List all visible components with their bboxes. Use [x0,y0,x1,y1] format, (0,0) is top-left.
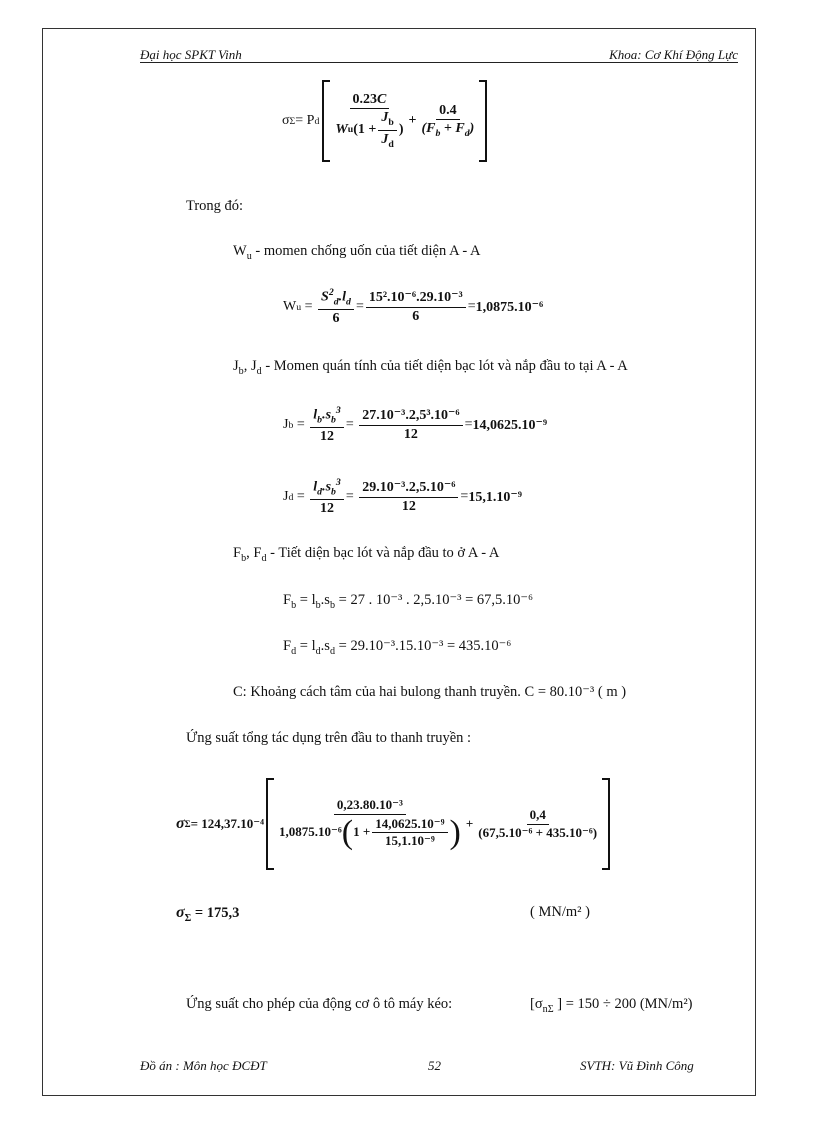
j-description: $J_b$, $J_d$ - Momen quán tính của tiết diện bạc lót và nắp đầu to tại A - A [233,358,628,377]
fd-equation: $F_d = l_d.s_d = 29.10^{-3}.15.10^{-3} = 435.10^{-6}$ [283,638,512,657]
header-left: Đại học SPKT Vinh [140,47,242,62]
fb-equation: $F_b = l_b.s_b = 27$ . 10⁻³ . 2,5.10⁻³ = 67,5.10⁻⁶ [283,592,534,611]
left-bracket [322,80,330,162]
term2-fraction: $\frac{0.4}{(F_b + F_d)}$ [421,102,475,139]
sigma-symbol: σ [282,113,290,128]
result-unit: ( MN/m² ) [530,904,590,920]
right-bracket [479,80,487,162]
header-right: Khoa: Cơ Khí Động Lực [609,47,738,62]
page-number: 52 [428,1058,441,1073]
allowed-stress-label: Ứng suất cho phép của động cơ ô tô máy kéo: [186,996,453,1012]
wu-equation: W u = $\frac{S^2_d.l_d}{6}$ = $\frac{\text{15².10⁻⁶.29.10⁻³}}{6}$ = 1,0875.10⁻⁶ [283,286,544,326]
total-stress-equation: σ Σ = 124,37.10⁻⁴ 0,23.80.10⁻³ 1,0875.10⁻⁶ ( 1 + $\frac{\text{14,0625.10⁻⁹}}{\text{15,1.10⁻⁹}}$ ) + $\frac{0,4}{\text{(67,5.10⁻⁶ + 435.10⁻⁶)}}$ [176,776,610,872]
wu-description: $W_u$ - momen chống uốn của tiết diện A - A [233,243,481,262]
total-stress-label: Ứng suất tổng tác dụng trên đầu to thanh truyền : [186,730,472,746]
footer-right: SVTH: Vũ Đình Công [580,1058,694,1073]
c-description: C: Khoảng cách tâm của hai bulong thanh truyền. C = 80.10⁻³ ( m ) [233,684,627,700]
f-description: $F_b$, $F_d$ - Tiết diện bạc lót và nắp đầu to ở A - A [233,545,500,564]
footer-left: Đồ án : Môn học ĐCĐT [140,1058,267,1073]
result-sigma: $\sigma_\Sigma = 175,3$ [176,904,240,924]
term1-fraction: 0.23C W u (1 + $\frac{J_b}{J_d}$ ) [335,91,404,150]
jd-equation: J d = $\frac{l_d.s_b^3}{12}$ = $\frac{\text{29.10⁻³.2,5.10⁻⁶}}{12}$ = 15,1.10⁻⁹ [283,476,522,516]
trong-do-label: Trong đó: [186,198,244,214]
allowed-stress-formula: [$\sigma_{n\Sigma}$ ] = 150 ÷ 200 (MN/m²) [530,996,693,1015]
formula-sigma-sum: σ Σ = P d 0.23C W u (1 + $\frac{J_b}{J_d}$ ) + $\frac{0.4}{(F_b + F_d)}$ [282,78,487,164]
header-divider [140,62,738,63]
jb-equation: J b = $\frac{l_b.s_b^3}{12}$ = $\frac{\text{27.10⁻³.2,5³.10⁻⁶}}{12}$ = 14,0625.10⁻⁹ [283,404,548,444]
